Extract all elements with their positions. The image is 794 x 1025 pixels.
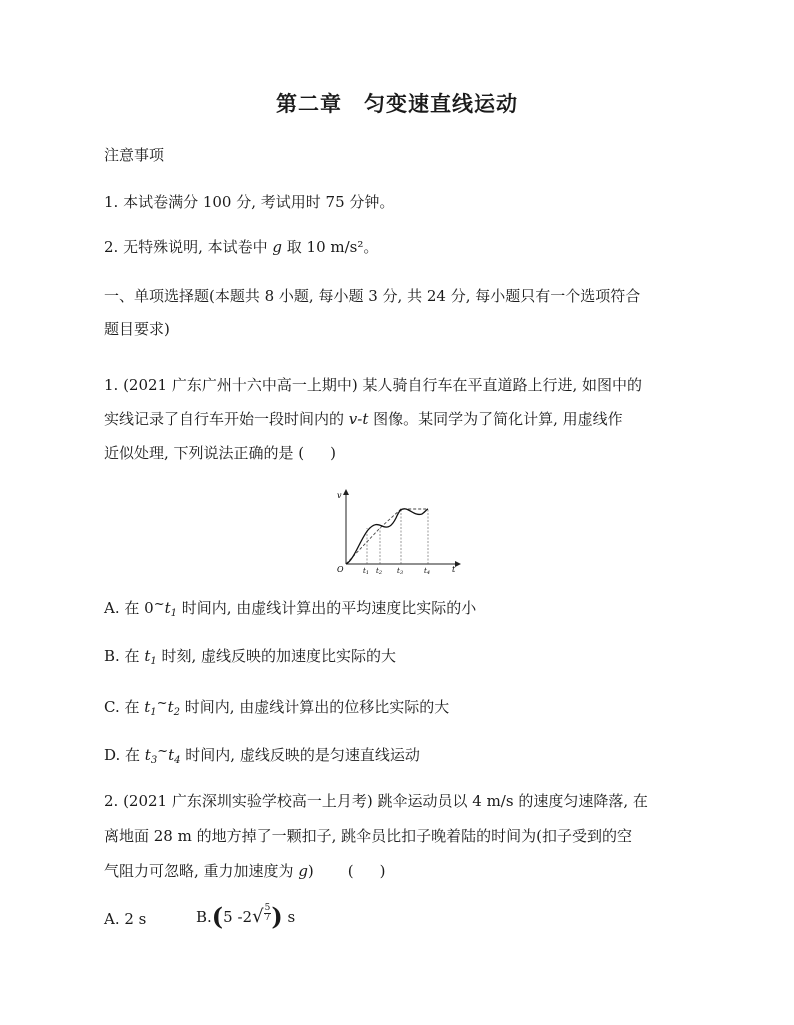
q1-stem-line-1: 1. (2021 广东广州十六中高一上期中) 某人骑自行车在平直道路上行进, 如图中的 xyxy=(104,376,643,394)
q1-option-a[interactable]: A. 在 $0\sim t_1$ 时间内, 由虚线计算出的平均速度比实际的小 xyxy=(104,597,477,619)
chapter-number: 第二章 xyxy=(276,92,342,116)
page-title xyxy=(0,88,794,118)
section-heading-line-2: 题目要求) xyxy=(104,320,170,338)
x-axis-label: t xyxy=(452,565,456,574)
fraction: $\frac{5}{7}$ xyxy=(264,903,271,923)
tick-t3: t3 xyxy=(397,567,404,574)
origin-label: O xyxy=(337,565,344,574)
tick-t2: t2 xyxy=(376,567,383,574)
sqrt-icon: √ xyxy=(252,906,264,927)
chapter-name: 匀变速直线运动 xyxy=(364,92,518,116)
actual-solid-curve xyxy=(346,509,428,564)
q2-option-b[interactable]: B.(5 -2√ $\frac{5}{7}$ ) s xyxy=(196,902,296,931)
q2-stem-line-1: 2. (2021 广东深圳实验学校高一上月考) 跳伞运动员以 4 m/s 的速度匀速降落, 在 xyxy=(104,792,648,810)
section-heading-line-1: 一、单项选择题(本题共 8 小题, 每小题 3 分, 共 24 分, 每小题只有一个选项符合 xyxy=(104,287,641,305)
q2-stem-line-3: 气阻力可忽略, 重力加速度为 g) ( ) xyxy=(104,862,386,880)
notice-item-1: 1. 本试卷满分 100 分, 考试用时 75 分钟。 xyxy=(104,193,395,211)
q2-option-a[interactable]: A. 2 s xyxy=(104,910,147,928)
y-axis-label: v xyxy=(337,491,342,500)
q2-stem-line-2: 离地面 28 m 的地方掉了一颗扣子, 跳伞员比扣子晚着陆的时间为(扣子受到的空 xyxy=(104,827,633,845)
q1-stem-line-3: 近似处理, 下列说法正确的是 ( ) xyxy=(104,444,337,462)
q1-option-b[interactable]: B. 在 $t_1$ 时刻, 虚线反映的加速度比实际的大 xyxy=(104,647,397,667)
q1-vt-graph xyxy=(334,488,464,574)
notice-item-2: 2. 无特殊说明, 本试卷中 g 取 10 m/s²。 xyxy=(104,238,379,256)
tick-t1: t1 xyxy=(363,567,370,574)
q1-option-c[interactable]: C. 在 $t_1\sim t_2$ 时间内, 由虚线计算出的位移比实际的大 xyxy=(104,696,450,718)
notice-heading: 注意事项 xyxy=(104,146,165,164)
q1-option-d[interactable]: D. 在 $t_3\sim t_4$ 时间内, 虚线反映的是匀速直线运动 xyxy=(104,744,420,766)
tick-t4: t4 xyxy=(424,567,431,574)
q1-stem-line-2: 实线记录了自行车开始一段时间内的 v-t 图像。某同学为了简化计算, 用虚线作 xyxy=(104,410,623,428)
approx-dashed-line xyxy=(346,509,428,564)
